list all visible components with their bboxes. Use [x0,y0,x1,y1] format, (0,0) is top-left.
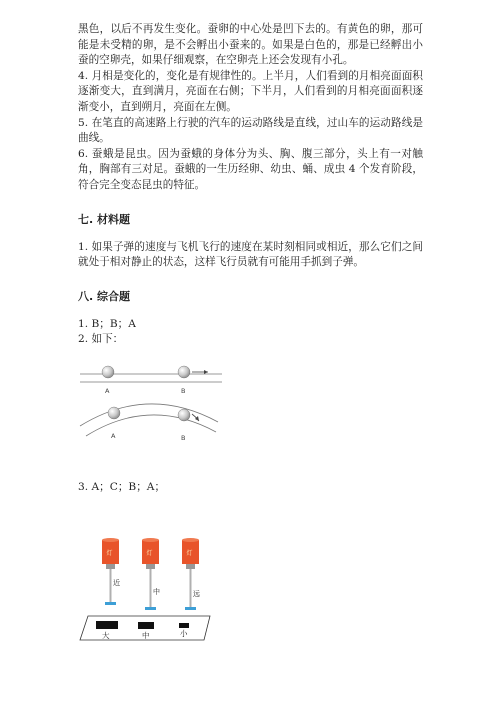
material-answer-1: 1. 如果子弹的速度与飞机飞行的速度在某时刻相同或相近，那么它们之间就处于相对静止的状态，这样飞行员就有可能用手抓到子弹。 [78,240,423,269]
section-title-materials: 七. 材料题 [78,212,131,226]
lamp-label-near: 近 [113,578,120,587]
answer-paragraph-4: 4. 月相是变化的，变化是有规律性的。上半月，人们看到的月相亮面面积逐渐变大，直到满月，亮面在右侧；下半月，人们看到的月相亮面面积逐渐变小，直到朔月，亮面在左侧。 [78,69,423,113]
board-label-small: 小 [180,628,188,638]
lamp-label-middle: 中 [153,587,160,596]
lamp-shadow-figure [78,536,218,644]
ball-a-curved [108,407,120,419]
straight-track [80,374,222,382]
document-page [78,22,423,644]
comprehensive-answer-3: 3. A；C；B；A； [78,480,166,493]
label-a-top: A [105,386,110,395]
board-label-medium: 中 [142,630,150,640]
ball-b-curved [178,409,190,421]
comprehensive-answer-1: 1. B；B；A [78,317,136,330]
board-label-large: 大 [102,630,110,640]
curved-arrow-icon [192,414,199,421]
section-title-comprehensive: 八. 综合题 [78,289,131,303]
lamp-middle [142,538,160,610]
lamp-far [182,538,200,610]
lamp-near [102,538,120,605]
shadow-large [96,621,118,629]
motion-figure [78,360,228,450]
comprehensive-answer-2: 2. 如下： [78,333,124,346]
svg-text:灯: 灯 [146,549,153,557]
shadow-board [80,616,210,640]
label-b-bottom: B [181,433,186,442]
shadow-medium [138,622,154,629]
label-b-top: B [181,386,186,395]
answer-paragraph-3-tail: 黑色，以后不再发生变化。蚕卵的中心处是凹下去的。有黄色的卵，那可能是未受精的卵，是不会孵出小蚕来的。如果是白色的，那是已经孵出小蚕的空卵壳，如果仔细观察，在空卵壳上还会发现有小孔。 [78,23,423,67]
label-a-bottom: A [111,431,116,440]
ball-b-straight [178,366,190,378]
lamp-label-far: 远 [193,589,200,598]
arrow-icon [192,370,208,374]
answer-paragraph-6: 6. 蚕蛾是昆虫。因为蚕蛾的身体分为头、胸、腹三部分，头上有一对触角，胸部有三对足。蚕蛾的一生历经卵、幼虫、蛹、成虫 4 个发育阶段，符合完全变态昆虫的特征。 [78,147,423,191]
ball-a-straight [102,366,114,378]
answer-paragraph-5: 5. 在笔直的高速路上行驶的汽车的运动路线是直线，过山车的运动路线是曲线。 [78,116,423,145]
svg-text:灯: 灯 [186,549,193,557]
svg-text:灯: 灯 [106,549,113,557]
shadow-small [179,623,189,628]
